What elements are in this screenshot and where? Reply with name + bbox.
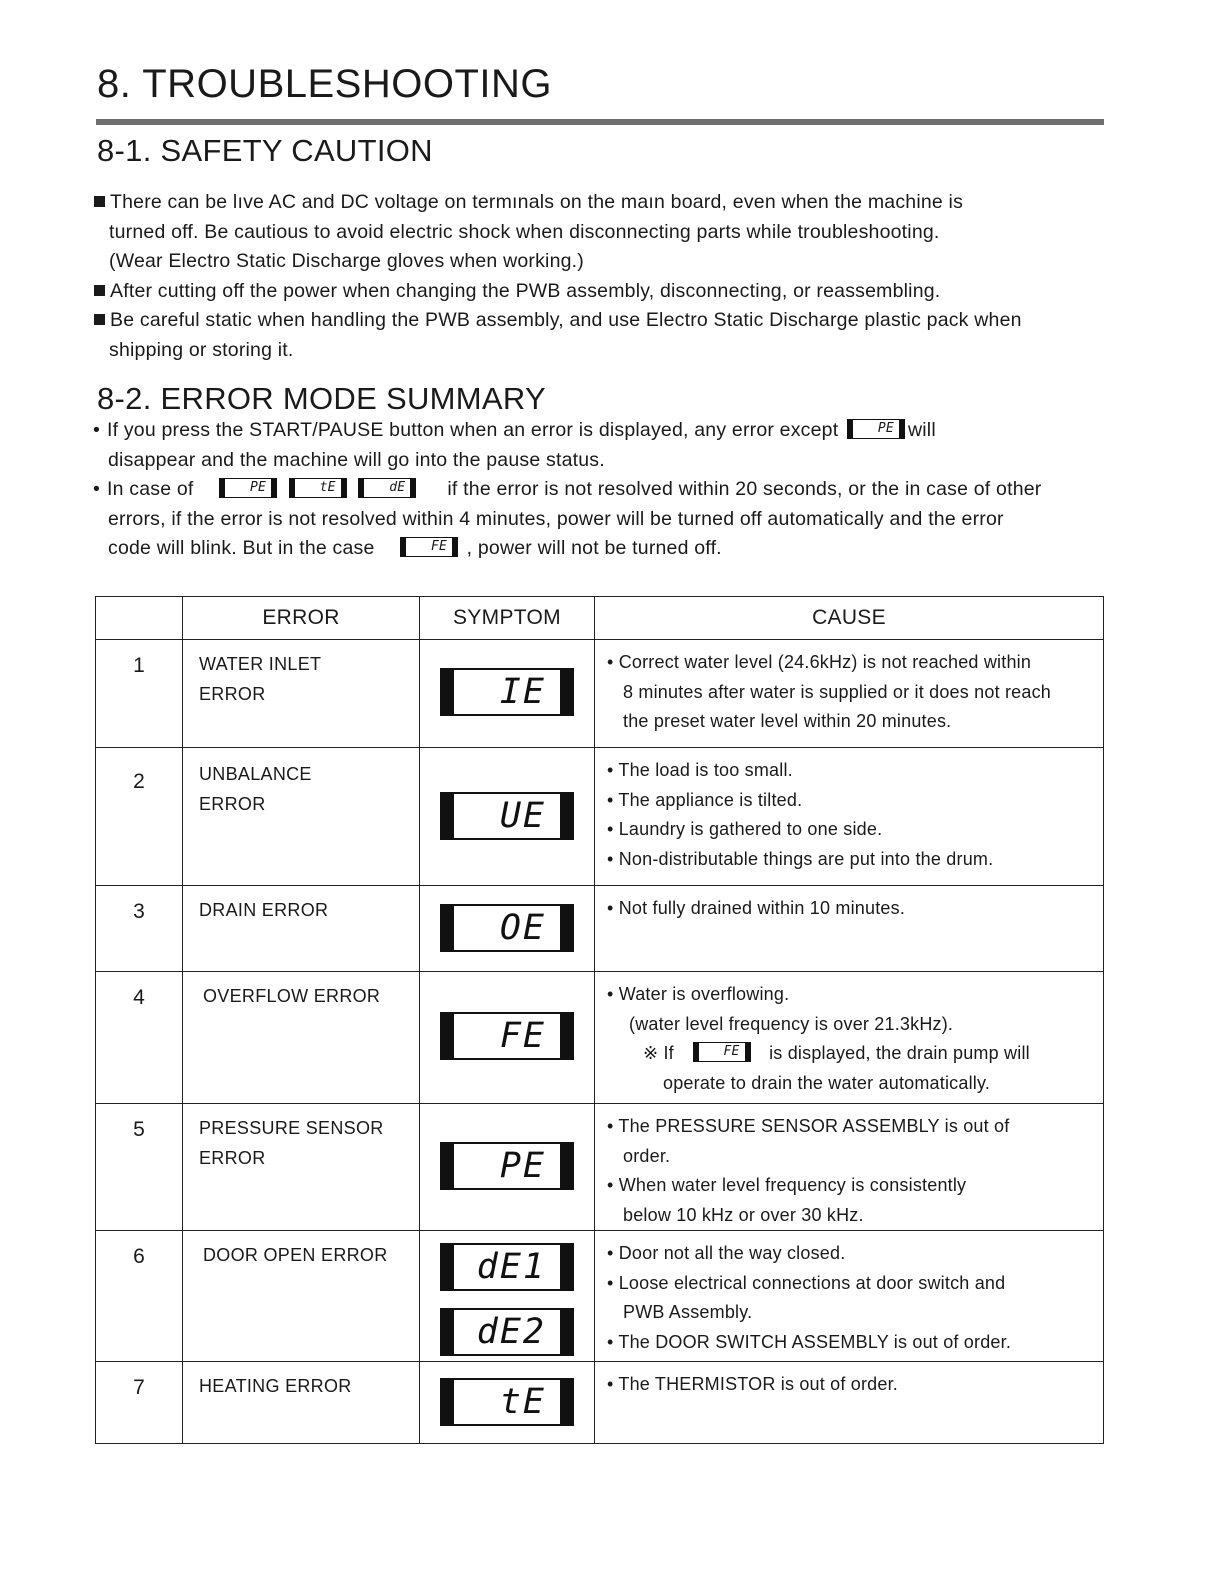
fe-code-chip: FE [400, 537, 458, 557]
header-symptom: SYMPTOM [420, 597, 595, 640]
symptom-cell [420, 1104, 595, 1231]
symptom-cell [420, 972, 595, 1104]
section-safety-title: 8-1. SAFETY CAUTION [97, 133, 433, 168]
list-item: There can be lıve AC and DC voltage on termınals on the maın board, even when the machine is [94, 188, 1022, 218]
error-name: DOOR OPEN ERROR [183, 1231, 420, 1362]
cause-cell: • The load is too small. • The appliance is tilted. • Laundry is gathered to one side. • Non-distributable things are put into the drum. [595, 748, 1104, 886]
row-number: 6 [96, 1231, 183, 1362]
pe-code-chip: PE [219, 478, 277, 498]
error-name: UNBALANCE ERROR [183, 748, 420, 886]
table-row [96, 1362, 1104, 1444]
cause-cell: • The THERMISTOR is out of order. [595, 1362, 1104, 1444]
lcd-display: OE [440, 904, 574, 952]
list-item-continued: shipping or storing it. [109, 338, 294, 361]
error-name: PRESSURE SENSOR ERROR [183, 1104, 420, 1231]
title-divider [96, 119, 1104, 125]
list-item-continued: (Wear Electro Static Discharge gloves when working.) [109, 250, 584, 272]
lcd-display: tE [440, 1378, 574, 1426]
cause-cell: • Water is overflowing. (water level frequency is over 21.3kHz). ※ If FE is displayed, the drain pump will operate to drain the water automatically. [595, 972, 1104, 1104]
lcd-display: FE [440, 1012, 574, 1060]
square-bullet-icon [94, 196, 105, 207]
list-item-continued: turned off. Be cautious to avoid electric shock when disconnecting parts while troubleshooting. [109, 220, 940, 243]
te-code-chip: tE [289, 478, 347, 498]
table-row [96, 1104, 1104, 1231]
header-error: ERROR [183, 597, 420, 640]
lcd-display: dE1 [440, 1243, 574, 1291]
row-number: 5 [96, 1104, 183, 1231]
cause-cell: • Not fully drained within 10 minutes. [595, 886, 1104, 972]
row-number: 7 [96, 1362, 183, 1444]
header-cause: CAUSE [595, 597, 1104, 640]
pe-code-chip: PE [847, 419, 905, 439]
header-number [96, 597, 183, 640]
symptom-cell [420, 640, 595, 748]
symptom-cell [420, 1362, 595, 1444]
lcd-display: IE [440, 668, 574, 716]
error-name: OVERFLOW ERROR [183, 972, 420, 1104]
symptom-cell [420, 748, 595, 886]
symptom-cell [420, 886, 595, 972]
row-number: 4 [96, 972, 183, 1104]
note-item-continued: disappear and the machine will go into the pause status. [108, 448, 605, 471]
list-item: After cutting off the power when changing the PWB assembly, disconnecting, or reassembling. [94, 277, 1022, 307]
square-bullet-icon [94, 314, 105, 325]
section-error-mode-title: 8-2. ERROR MODE SUMMARY [97, 381, 546, 416]
table-row [96, 886, 1104, 972]
cause-cell: • Door not all the way closed. • Loose electrical connections at door switch and PWB Assembly. • The DOOR SWITCH ASSEMBLY is out of order. [595, 1231, 1104, 1362]
error-mode-notes [93, 416, 1041, 564]
error-name: WATER INLET ERROR [183, 640, 420, 748]
list-item: Be careful static when handling the PWB assembly, and use Electro Static Discharge plastic pack when [94, 306, 1022, 336]
note-item-continued: code will blink. But in the case FE , power will not be turned off. [108, 537, 722, 559]
row-number: 2 [96, 748, 183, 886]
page-title: 8. TROUBLESHOOTING [97, 62, 553, 106]
table-row [96, 640, 1104, 748]
square-bullet-icon [94, 285, 105, 296]
note-item: • In case of PE tE dE if the error is not resolved within 20 seconds, or the in case of other [93, 478, 1042, 500]
row-number: 3 [96, 886, 183, 972]
de-code-chip: dE [358, 478, 416, 498]
table-row [96, 1231, 1104, 1362]
table-row [96, 972, 1104, 1104]
lcd-display: dE2 [440, 1308, 574, 1356]
fe-code-chip: FE [693, 1042, 751, 1062]
error-mode-table [95, 596, 1104, 1444]
error-name: HEATING ERROR [183, 1362, 420, 1444]
note-item-continued: errors, if the error is not resolved within 4 minutes, power will be turned off automatically and the error [108, 507, 1004, 530]
table-header-row [96, 597, 1104, 640]
cause-cell: • Correct water level (24.6kHz) is not reached within 8 minutes after water is supplied or it does not reach the preset water level within 20 minutes. [595, 640, 1104, 748]
lcd-display: PE [440, 1142, 574, 1190]
row-number: 1 [96, 640, 183, 748]
symptom-cell [420, 1231, 595, 1362]
table-row [96, 748, 1104, 886]
cause-cell: • The PRESSURE SENSOR ASSEMBLY is out of order. • When water level frequency is consistently below 10 kHz or over 30 kHz. [595, 1104, 1104, 1231]
fe-note: ※ If FE is displayed, the drain pump will [643, 1043, 1030, 1063]
lcd-display: UE [440, 792, 574, 840]
error-name: DRAIN ERROR [183, 886, 420, 972]
note-item: • If you press the START/PAUSE button when an error is displayed, any error except PE will [93, 419, 936, 441]
safety-caution-list [94, 188, 1022, 365]
